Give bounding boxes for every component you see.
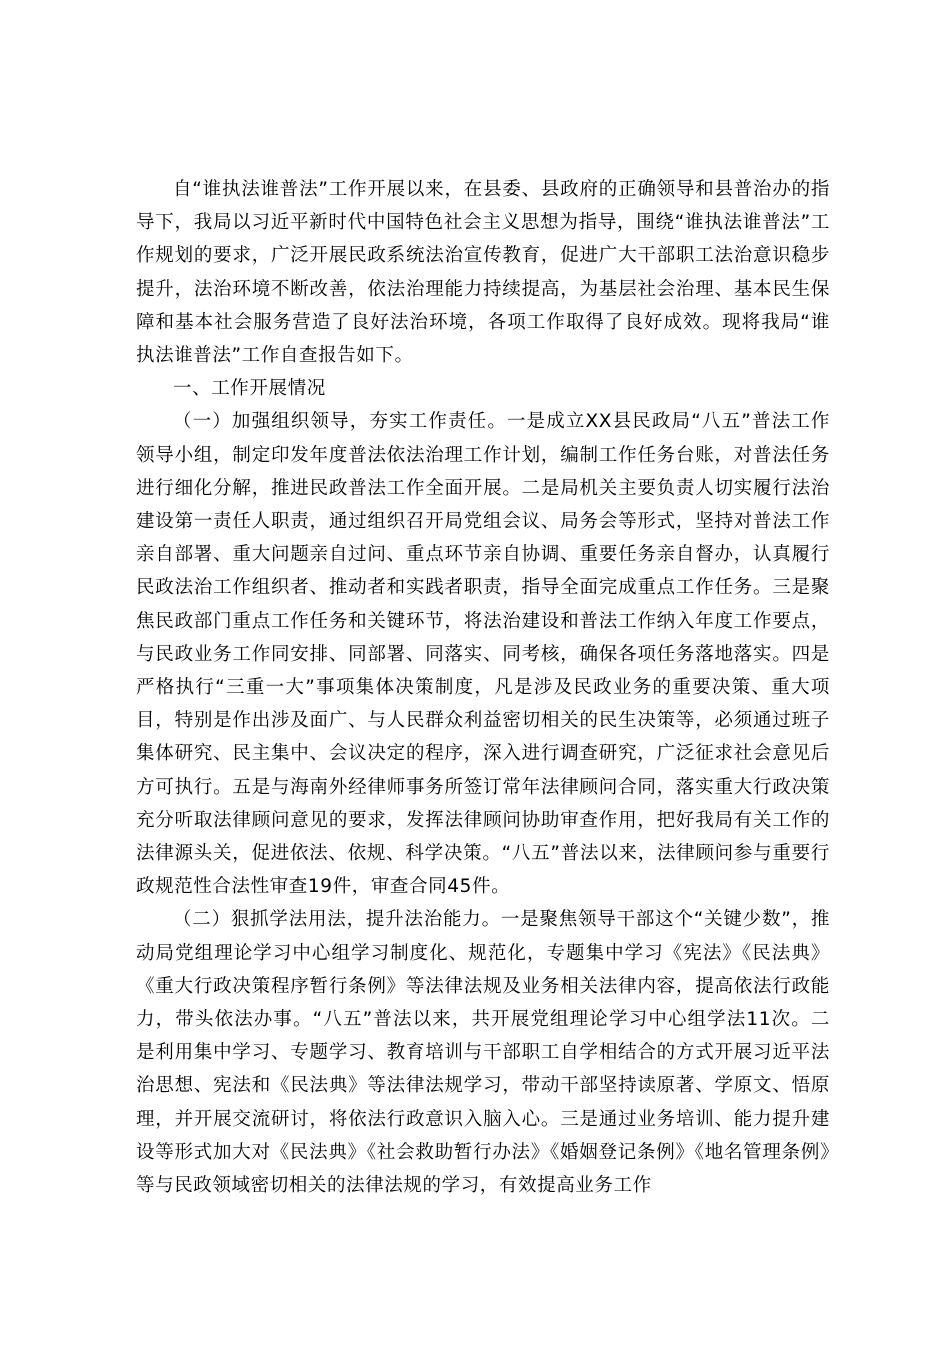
intro-paragraph: 自“谁执法谁普法”工作开展以来，在县委、县政府的正确领导和县普治办的指导下，我局以习近平新时代中国特色社会主义思想为指导，围绕“谁执法谁普法”工作规划的要求，广泛开展民政系统法治宣传教育，促进广大干部职工法治意识稳步提升，法治环境不断改善，依法治理能力持续提高，为基层社会治理、基本民生保障和基本社会服务营造了良好法治环境，各项工作取得了良好成效。现将我局“谁执法谁普法”工作自查报告如下。 [136,179,830,367]
subsection-paragraph-1: （一）加强组织领导，夯实工作责任。一是成立XX县民政局“八五”普法工作领导小组，制定印发年度普法依法治理工作计划，编制工作任务台账，对普法任务进行细化分解，推进民政普法工作全面开展。二是局机关主要负责人切实履行法治建设第一责任人职责，通过组织召开局党组会议、局务会等形式，坚持对普法工作亲自部署、重大问题亲自过问、重点环节亲自协调、重要任务亲自督办，认真履行民政法治工作组织者、推动者和实践者职责，指导全面完成重点工作任务。三是聚焦民政部门重点工作任务和关键环节，将法治建设和普法工作纳入年度工作要点，与民政业务工作同安排、同部署、同落实、同考核，确保各项任务落地落实。四是严格执行“三重一大”事项集体决策制度，凡是涉及民政业务的重要决策、重大项目，特别是作出涉及面广、与人民群众利益密切相关的民生决策等，必须通过班子集体研究、民主集中、会议决定的程序，深入进行调查研究，广泛征求社会意见后方可执行。五是与海南外经律师事务所签订常年法律顾问合同，落实重大行政决策充分听取法律顾问意见的要求，发挥法律顾问协助审查作用，把好我局有关工作的法律源头关，促进依法、依规、科学决策。“八五”普法以来，法律顾问参与重要行政规范性合法性审查19件，审查合同45件。 [136,411,830,898]
document-body [136,173,830,1202]
section-heading: 一、工作开展情况 [173,378,326,400]
subsection-paragraph-2: （二）狠抓学法用法，提升法治能力。一是聚焦领导干部这个“关键少数”，推动局党组理论学习中心组学习制度化、规范化，专题集中学习《宪法》《民法典》《重大行政决策程序暂行条例》等法律法规及业务相关法律内容，提高依法行政能力，带头依法办事。“八五”普法以来，共开展党组理论学习中心组学法11次。二是利用集中学习、专题学习、教育培训与干部职工自学相结合的方式开展习近平法治思想、宪法和《民法典》等法律法规学习，带动干部坚持读原著、学原文、悟原理，并开展交流研讨，将依法行政意识入脑入心。三是通过业务培训、能力提升建设等形式加大对《民法典》《社会救助暂行办法》《婚姻登记条例》《地名管理条例》等与民政领域密切相关的法律法规的学习，有效提高业务工作 [136,909,830,1197]
